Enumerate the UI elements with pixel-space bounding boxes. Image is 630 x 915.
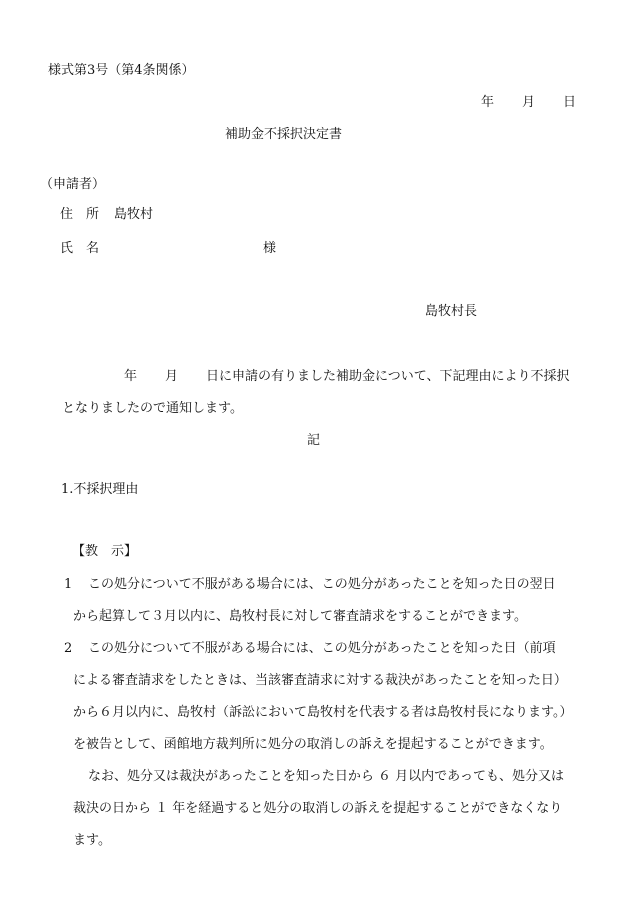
notice-item2-line2: による審査請求をしたときは、当該審査請求に対する裁決があったことを知った日） [73, 673, 567, 688]
body-line1: 日に申請の有りました補助金について、下記理由により不採択 [206, 369, 570, 384]
form-label: 様式第3号（第4条関係） [48, 63, 195, 78]
notice-item1-number: 1 [64, 577, 73, 592]
document-title: 補助金不採択決定書 [225, 127, 343, 142]
applicant-heading: （申請者） [40, 177, 106, 192]
address-label: 住 所 [60, 207, 100, 222]
date-day: 日 [563, 95, 577, 110]
body-line2: となりましたので通知します。 [62, 401, 243, 416]
notice-note-line3: ます。 [73, 833, 111, 848]
notice-item1-line1: この処分について不服がある場合には、この処分があったことを知った日の翌日 [88, 577, 556, 592]
notice-item1-line2: から起算して３月以内に、島牧村長に対して審査請求をすることができます。 [73, 609, 527, 624]
date-year: 年 [481, 95, 495, 110]
notice-item2-line1: この処分について不服がある場合には、この処分があったことを知った日（前項 [88, 641, 556, 656]
ki-marker: 記 [307, 433, 321, 448]
notice-note-line1: なお、処分又は裁決があったことを知った日から ６ 月以内であっても、処分又は [88, 769, 565, 784]
notice-item2-number: 2 [64, 641, 73, 656]
date-month: 月 [522, 95, 536, 110]
notice-note-line2: 裁決の日から １ 年を経過すると処分の取消しの訴えを提起することができなくなり [73, 801, 563, 816]
notice-item2-line4: を被告として、函館地方裁判所に処分の取消しの訴えを提起することができます。 [73, 737, 553, 752]
issuer: 島牧村長 [425, 304, 478, 319]
reason-heading: 1.不採択理由 [61, 482, 139, 497]
body-year: 年 [124, 369, 138, 384]
honorific: 様 [263, 241, 277, 256]
body-month: 月 [165, 369, 179, 384]
notice-item2-line3: から６月以内に、島牧村（訴訟において島牧村を代表する者は島牧村長になります。） [73, 705, 573, 720]
notice-heading: 【教 示】 [72, 544, 138, 559]
address-value: 島牧村 [114, 207, 154, 222]
name-label: 氏 名 [60, 241, 100, 256]
